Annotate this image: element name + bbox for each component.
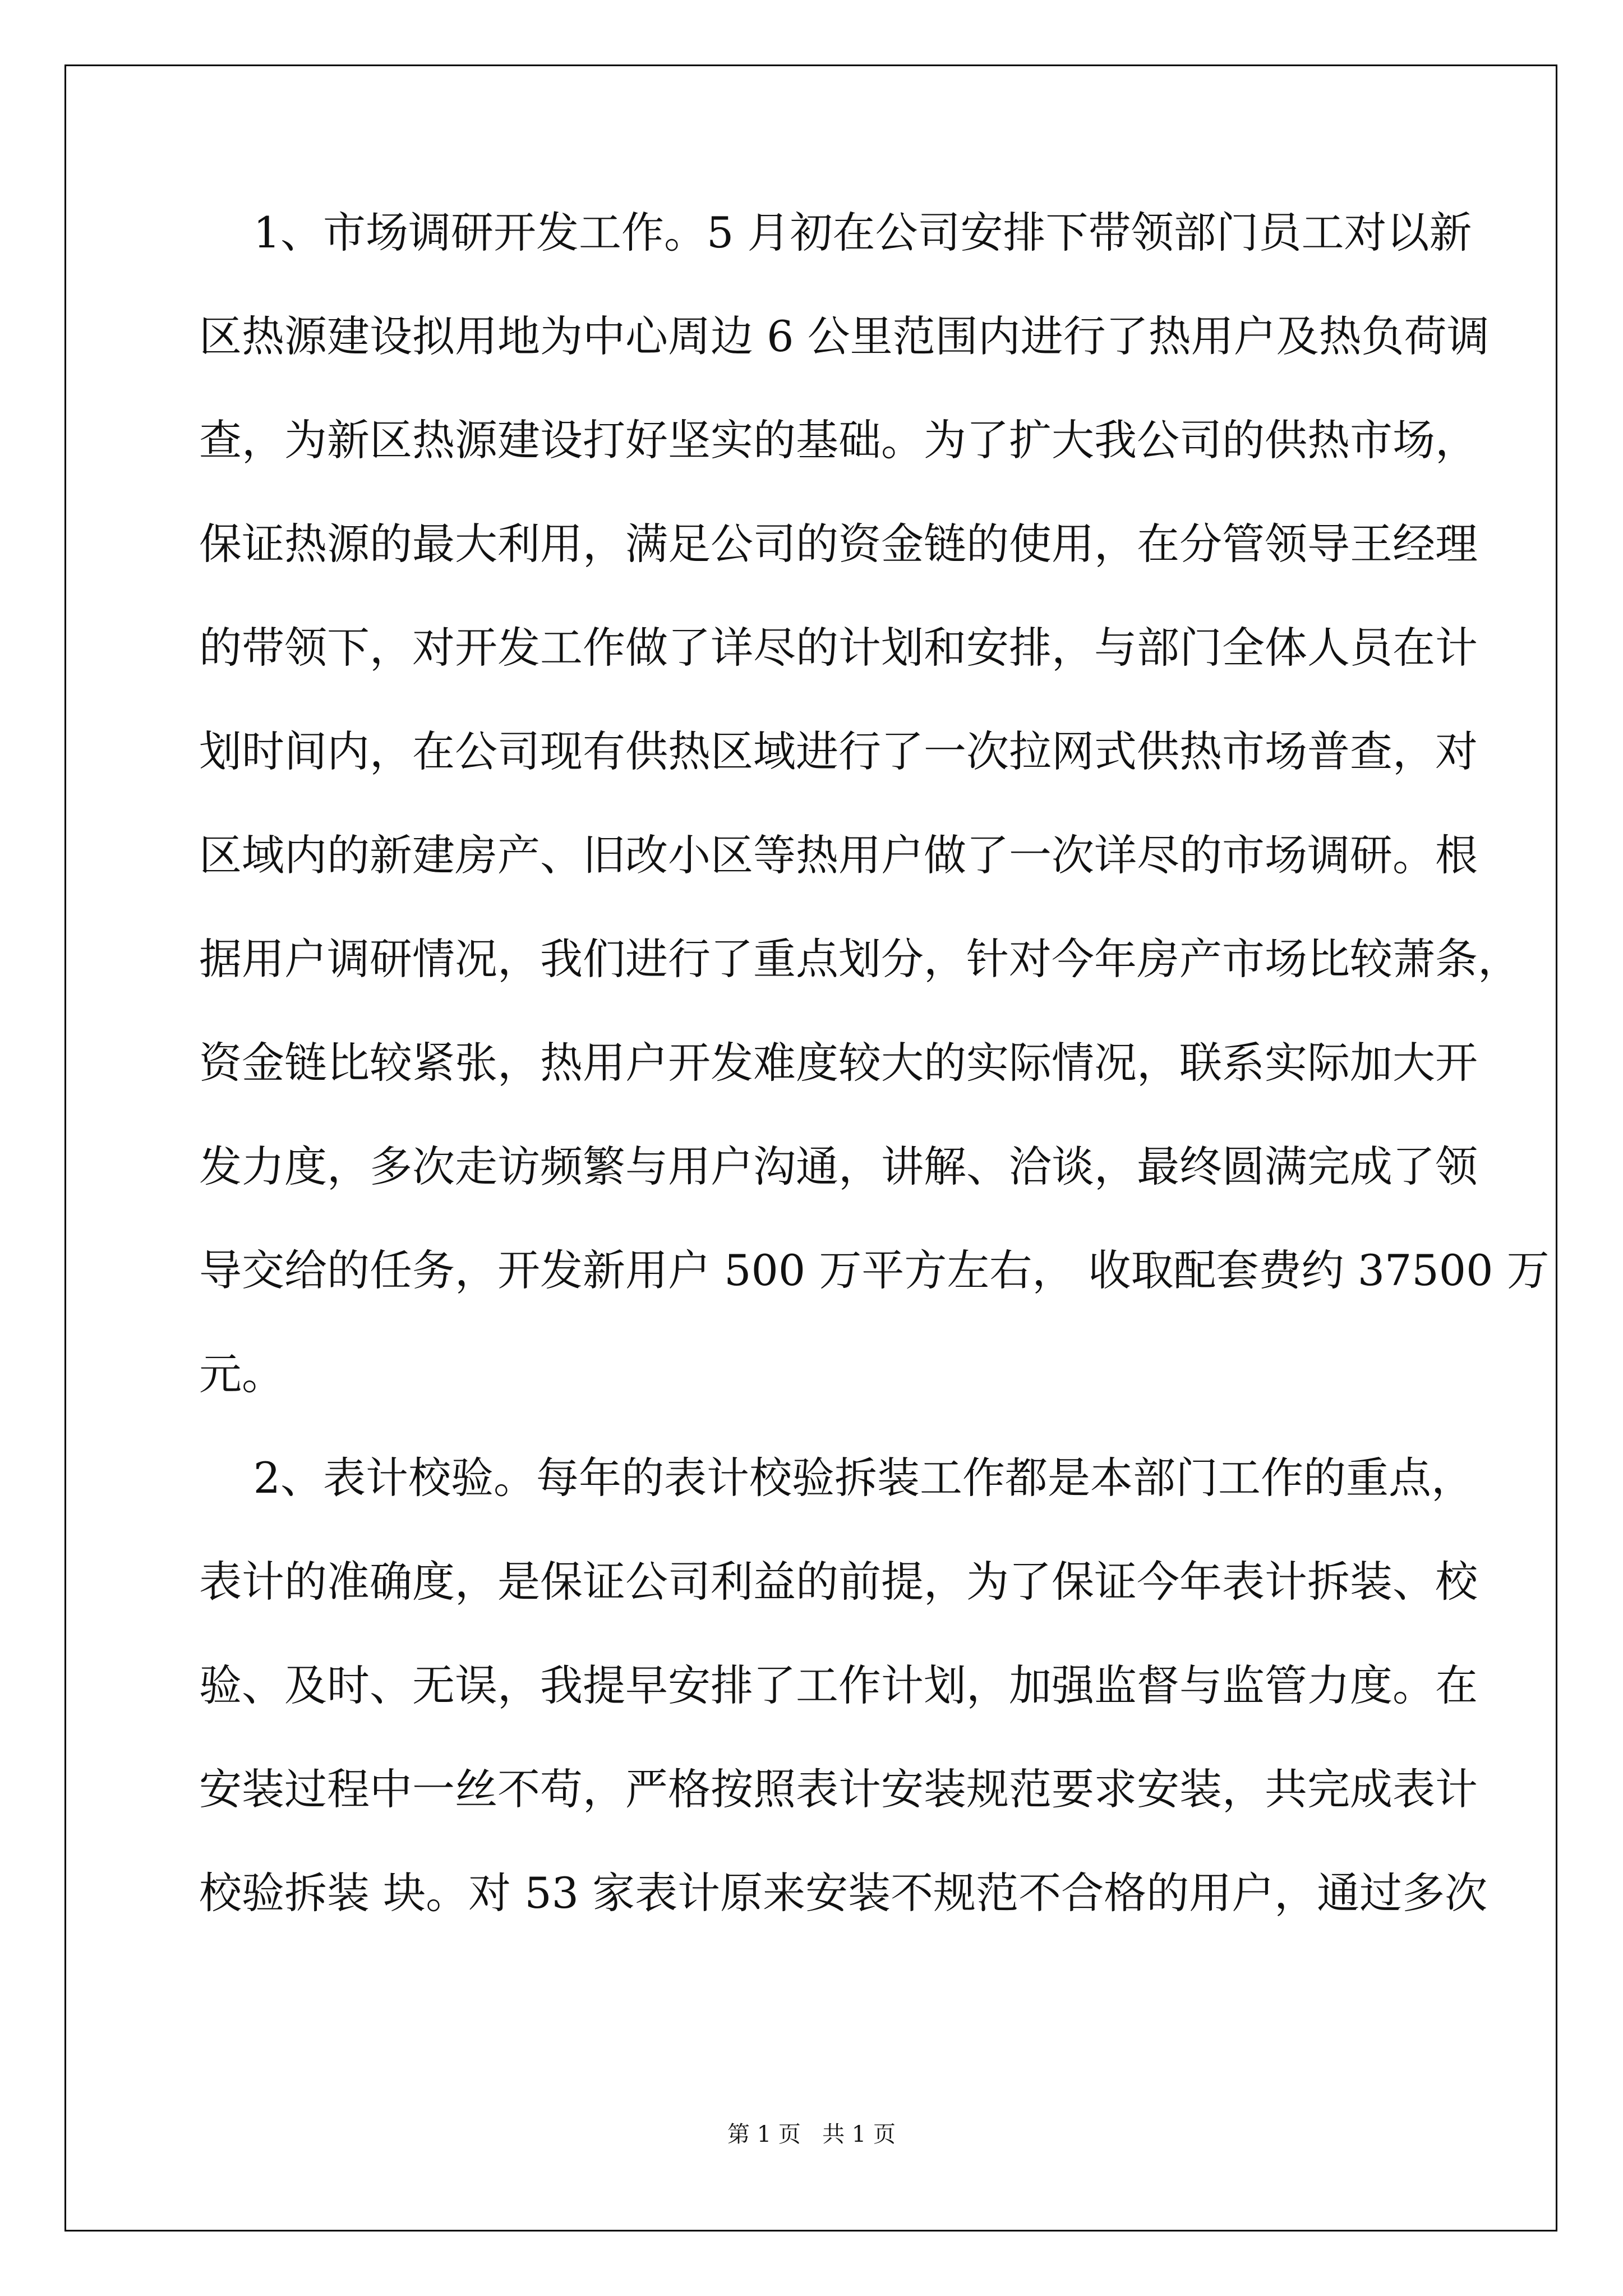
text-line: 1、市场调研开发工作。5 月初在公司安排下带领部门员工对以新 bbox=[199, 208, 1472, 257]
text-line: 元。 bbox=[199, 1349, 284, 1399]
text-line: 区域内的新建房产、旧改小区等热用户做了一次详尽的市场调研。根 bbox=[199, 830, 1478, 880]
text-line: 导交给的任务，开发新用户 500 万平方左右， 收取配套费约 37500 万 bbox=[199, 1245, 1550, 1295]
text-line: 发力度，多次走访频繁与用户沟通，讲解、洽谈，最终圆满完成了领 bbox=[199, 1142, 1478, 1191]
text-line: 据用户调研情况，我们进行了重点划分，针对今年房产市场比较萧条， bbox=[199, 934, 1520, 984]
text-line: 校验拆装 块。对 53 家表计原来安装不规范不合格的用户，通过多次 bbox=[199, 1868, 1488, 1918]
text-line: 资金链比较紧张，热用户开发难度较大的实际情况，联系实际加大开 bbox=[199, 1038, 1478, 1088]
page-footer: 第 1 页 共 1 页 bbox=[727, 2122, 896, 2147]
text-line: 查，为新区热源建设打好坚实的基础。为了扩大我公司的供热市场， bbox=[199, 415, 1478, 465]
text-line: 的带领下，对开发工作做了详尽的计划和安排，与部门全体人员在计 bbox=[199, 623, 1478, 673]
text-line: 验、及时、无误，我提早安排了工作计划，加强监督与监管力度。在 bbox=[199, 1660, 1478, 1710]
text-line: 安装过程中一丝不苟，严格按照表计安装规范要求安装，共完成表计 bbox=[199, 1764, 1478, 1814]
text-line: 区热源建设拟用地为中心周边 6 公里范围内进行了热用户及热负荷调 bbox=[199, 311, 1490, 361]
text-line: 划时间内，在公司现有供热区域进行了一次拉网式供热市场普查，对 bbox=[199, 726, 1478, 776]
text-line: 表计的准确度，是保证公司利益的前提，为了保证今年表计拆装、校 bbox=[199, 1557, 1478, 1607]
text-line: 保证热源的最大利用，满足公司的资金链的使用，在分管领导王经理 bbox=[199, 519, 1478, 569]
text-line: 2、表计校验。每年的表计校验拆装工作都是本部门工作的重点， bbox=[199, 1453, 1474, 1503]
